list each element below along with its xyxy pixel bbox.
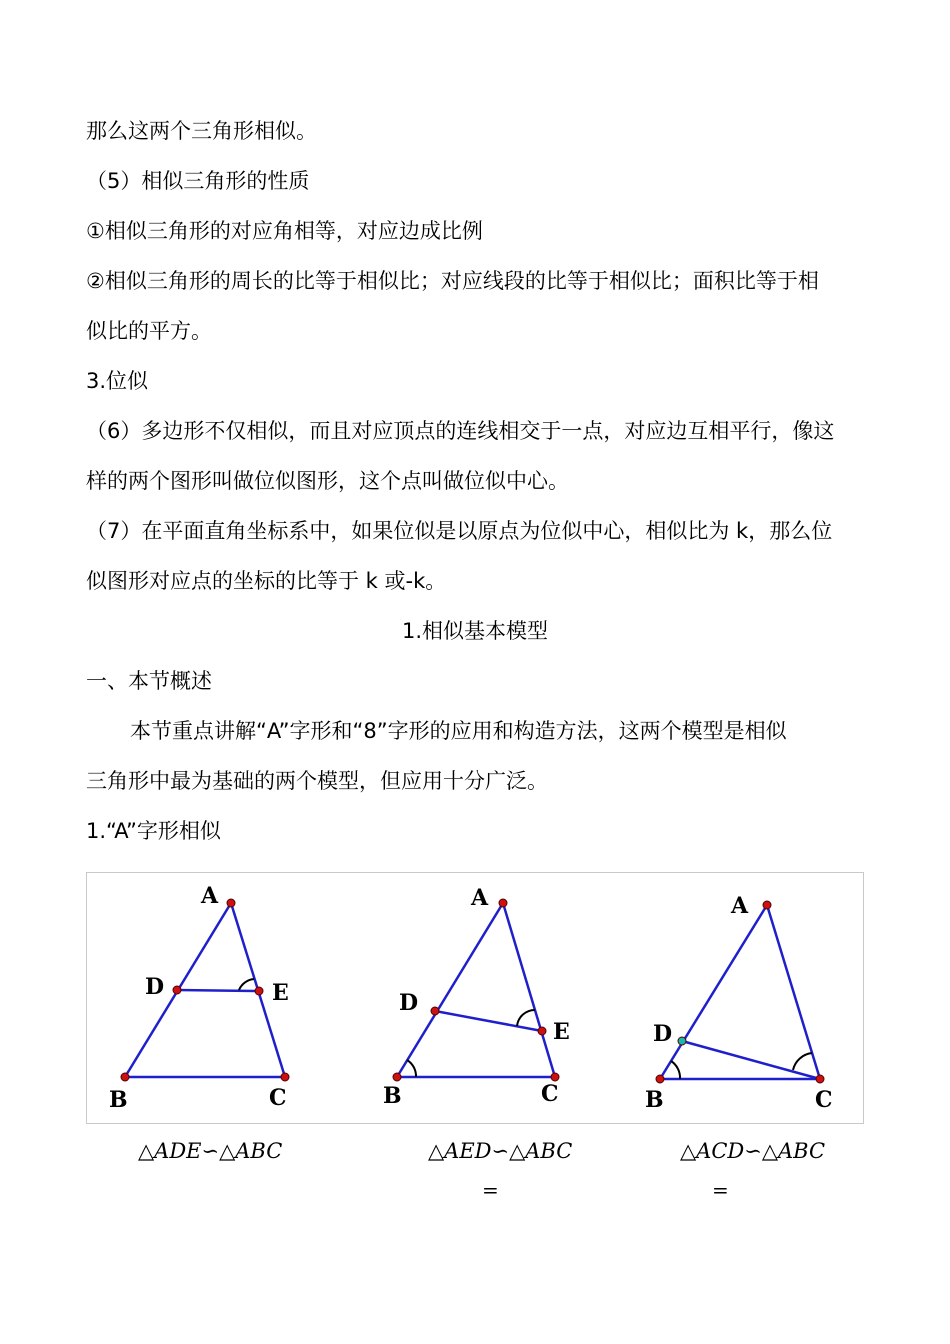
paragraph-6b: 样的两个图形叫做位似图形，这个点叫做位似中心。 (86, 469, 569, 493)
paragraph-6a: （6）多边形不仅相似，而且对应顶点的连线相交于一点，对应边互相平行，像这 (86, 419, 835, 443)
overview-heading: 一、本节概述 (86, 669, 212, 693)
fig3-label-D: D (653, 1021, 673, 1047)
figure-panel (86, 872, 864, 1124)
fig1-label-E: E (272, 980, 289, 1006)
fig2-label-D: D (399, 990, 419, 1016)
fig1-label-B: B (109, 1087, 128, 1113)
fig1-label-A: A (201, 883, 219, 909)
fig1-label-C: C (269, 1085, 287, 1111)
caption-figure-1: △ADE∽△ABC (138, 1139, 283, 1163)
paragraph-homothety-heading: 3.位似 (86, 369, 149, 393)
fig1-label-D: D (145, 974, 165, 1000)
fig3-label-B: B (645, 1087, 664, 1113)
fig2-label-A: A (471, 885, 489, 911)
paragraph-7a: （7）在平面直角坐标系中，如果位似是以原点为位似中心，相似比为 k，那么位 (86, 519, 833, 543)
paragraph-1: 那么这两个三角形相似。 (86, 119, 317, 143)
caption-figure-3: △ACD∽△ABC (680, 1139, 826, 1163)
paragraph-properties-heading: （5）相似三角形的性质 (86, 169, 310, 193)
overview-text-a: 本节重点讲解“A”字形和“8”字形的应用和构造方法，这两个模型是相似 (130, 719, 787, 743)
paragraph-property-1: ①相似三角形的对应角相等，对应边成比例 (86, 219, 483, 243)
triangle-figures (87, 873, 865, 1125)
section-title: 1.相似基本模型 (401, 619, 549, 643)
fig2-label-C: C (541, 1081, 559, 1107)
fig3-label-C: C (815, 1087, 833, 1113)
overview-text-b: 三角形中最为基础的两个模型，但应用十分广泛。 (86, 769, 548, 793)
paragraph-property-2b: 似比的平方。 (86, 319, 212, 343)
equals-figure-2: = (482, 1178, 499, 1202)
subheading-a-shape: 1.“A”字形相似 (86, 819, 221, 843)
figure-3 (660, 905, 820, 1079)
fig3-label-A: A (731, 893, 749, 919)
fig2-label-E: E (553, 1019, 570, 1045)
equals-figure-3: = (712, 1178, 729, 1202)
caption-figure-2: △AED∽△ABC (428, 1139, 573, 1163)
fig2-label-B: B (383, 1083, 402, 1109)
figure-2 (397, 903, 555, 1077)
paragraph-property-2a: ②相似三角形的周长的比等于相似比；对应线段的比等于相似比；面积比等于相 (86, 269, 819, 293)
paragraph-7b: 似图形对应点的坐标的比等于 k 或-k。 (86, 569, 447, 593)
